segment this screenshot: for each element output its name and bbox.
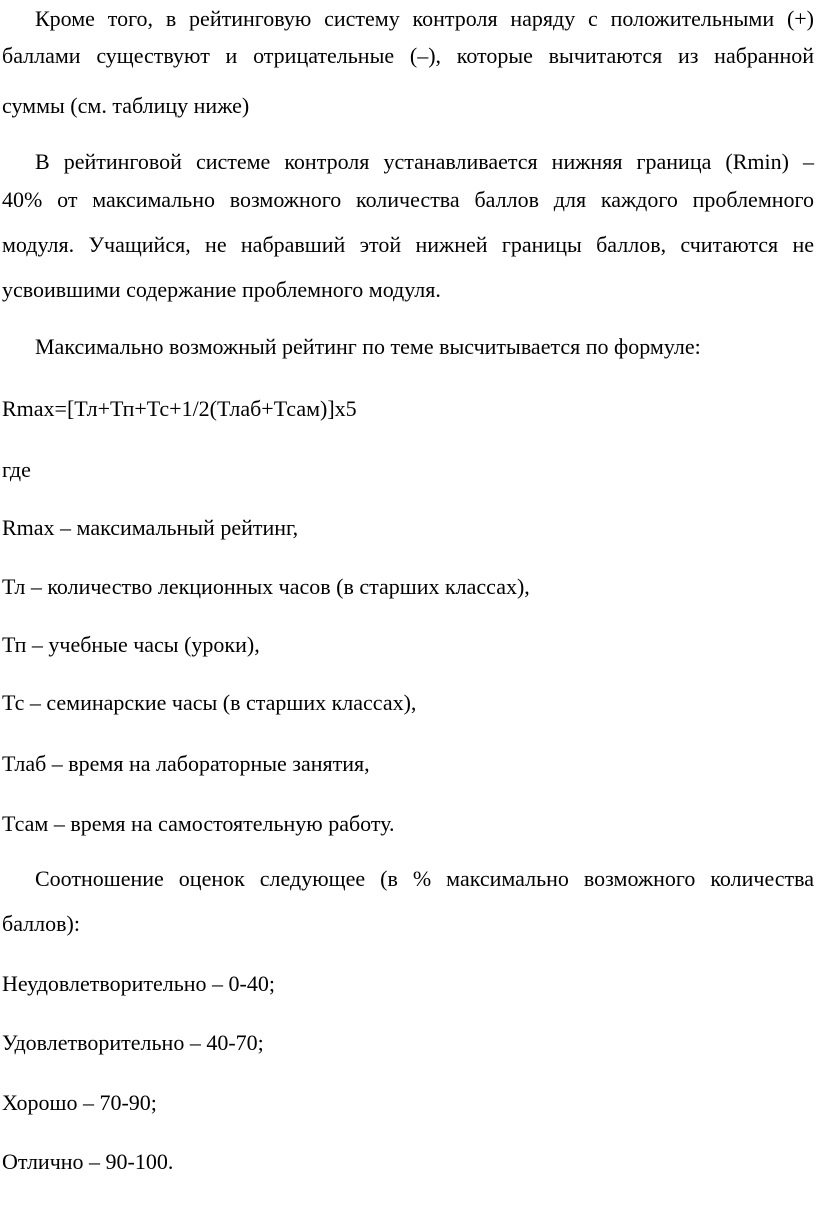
formula: Rmax=[Тл+Тп+Тс+1/2(Тлаб+Тсам)]x5 [2,396,357,421]
definition-tl: Тл – количество лекционных часов (в старших классах), [2,574,530,599]
where-label: где [2,457,31,482]
paragraph-1-line-1: Кроме того, в рейтинговую систему контроля наряду с положительными (+) [35,6,814,31]
grade-good: Хорошо – 70-90; [2,1090,157,1115]
paragraph-2-line-2: 40% от максимально возможного количества баллов для каждого проблемного [2,187,814,212]
grade-satisfactory: Удовлетворительно – 40-70; [2,1030,264,1055]
paragraph-4-line-2: баллов): [2,911,80,936]
definition-tsam: Тсам – время на самостоятельную работу. [2,811,395,836]
definition-tp: Тп – учебные часы (уроки), [2,632,260,657]
paragraph-2-line-1: В рейтинговой системе контроля устанавливается нижняя граница (Rmin) – [35,149,814,174]
definition-tc: Тс – семинарские часы (в старших классах), [2,690,417,715]
definition-rmax: Rmax – максимальный рейтинг, [2,515,299,540]
grade-unsatisfactory: Неудовлетворительно – 0-40; [2,971,275,996]
paragraph-2-line-3: модуля. Учащийся, не набравший этой нижней границы баллов, считаются не [2,232,814,257]
paragraph-3: Максимально возможный рейтинг по теме высчитывается по формуле: [35,334,701,359]
paragraph-1-line-2: баллами существуют и отрицательные (–), которые вычитаются из набранной [2,43,814,68]
grade-excellent: Отлично – 90-100. [2,1149,174,1174]
paragraph-1-line-3: суммы (см. таблицу ниже) [2,93,250,118]
definition-tlab: Тлаб – время на лабораторные занятия, [2,751,370,776]
paragraph-2-line-4: усвоившими содержание проблемного модуля. [2,277,441,302]
paragraph-4-line-1: Соотношение оценок следующее (в % максимально возможного количества [35,866,814,891]
